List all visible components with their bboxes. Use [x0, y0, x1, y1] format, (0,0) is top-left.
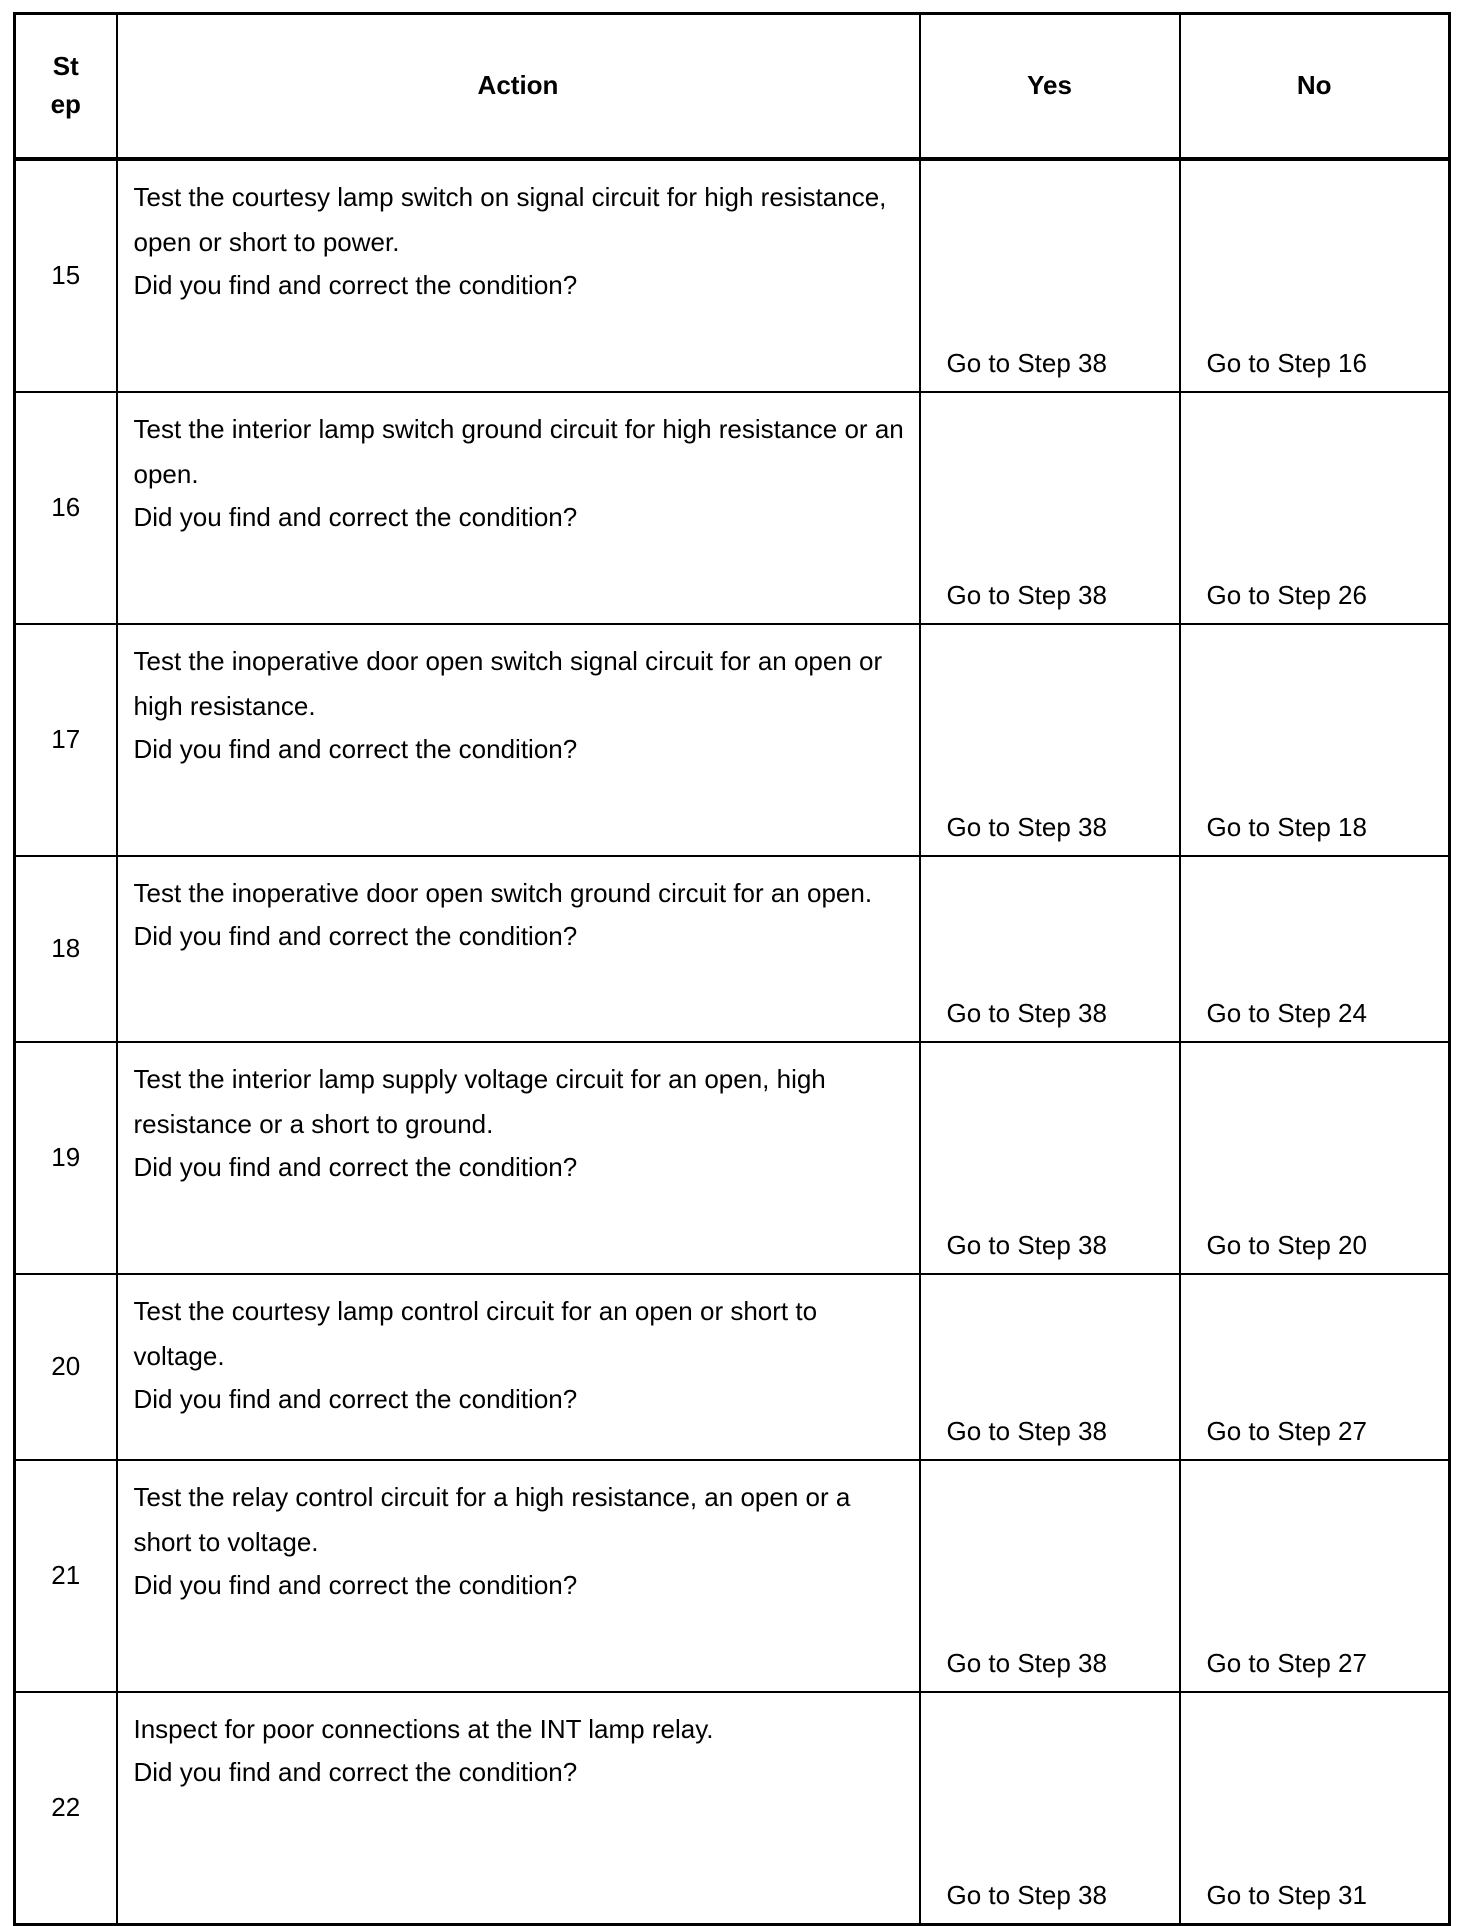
header-yes: Yes: [920, 14, 1180, 160]
no-result: Go to Step 27: [1180, 1460, 1450, 1692]
action-question: Did you find and correct the condition?: [133, 1757, 578, 1787]
step-number: 16: [15, 392, 117, 624]
no-result: Go to Step 18: [1180, 624, 1450, 856]
action-cell: [117, 1460, 920, 1692]
step-number: 21: [15, 1460, 117, 1692]
header-no: No: [1180, 14, 1450, 160]
yes-result: Go to Step 38: [920, 1042, 1180, 1274]
table-row: [15, 1460, 1450, 1692]
action-text: Inspect for poor connections at the INT lamp relay.: [133, 1714, 714, 1744]
action-text: Test the courtesy lamp switch on signal circuit for high resistance, open or short to power.: [133, 182, 887, 257]
header-action: Action: [117, 14, 920, 160]
step-number: 19: [15, 1042, 117, 1274]
yes-result: Go to Step 38: [920, 856, 1180, 1042]
action-cell: [117, 856, 920, 1042]
no-result: Go to Step 20: [1180, 1042, 1450, 1274]
action-text: Test the relay control circuit for a high resistance, an open or a short to voltage.: [133, 1482, 851, 1557]
table-row: [15, 392, 1450, 624]
yes-result: Go to Step 38: [920, 1460, 1180, 1692]
step-number: 20: [15, 1274, 117, 1460]
yes-result: Go to Step 38: [920, 392, 1180, 624]
action-question: Did you find and correct the condition?: [133, 1152, 578, 1182]
step-number: 18: [15, 856, 117, 1042]
diagnostic-table: [13, 12, 1451, 1926]
action-question: Did you find and correct the condition?: [133, 1384, 578, 1414]
action-text: Test the interior lamp supply voltage circuit for an open, high resistance or a short to ground.: [133, 1064, 826, 1139]
table-row: [15, 159, 1450, 392]
step-number: 22: [15, 1692, 117, 1925]
step-number: 15: [15, 159, 117, 392]
yes-result: Go to Step 38: [920, 1692, 1180, 1925]
step-number: 17: [15, 624, 117, 856]
table-row: [15, 1274, 1450, 1460]
action-question: Did you find and correct the condition?: [133, 1570, 578, 1600]
action-text: Test the interior lamp switch ground circuit for high resistance or an open.: [133, 414, 904, 489]
yes-result: Go to Step 38: [920, 159, 1180, 392]
no-result: Go to Step 27: [1180, 1274, 1450, 1460]
action-question: Did you find and correct the condition?: [133, 734, 578, 764]
action-cell: [117, 392, 920, 624]
no-result: Go to Step 26: [1180, 392, 1450, 624]
action-text: Test the inoperative door open switch ground circuit for an open.: [133, 878, 873, 908]
table-header-row: [15, 14, 1450, 160]
action-cell: [117, 159, 920, 392]
action-question: Did you find and correct the condition?: [133, 270, 578, 300]
action-cell: [117, 1042, 920, 1274]
action-question: Did you find and correct the condition?: [133, 502, 578, 532]
action-cell: [117, 1274, 920, 1460]
table-row: [15, 1042, 1450, 1274]
action-cell: [117, 1692, 920, 1925]
no-result: Go to Step 31: [1180, 1692, 1450, 1925]
yes-result: Go to Step 38: [920, 624, 1180, 856]
no-result: Go to Step 16: [1180, 159, 1450, 392]
yes-result: Go to Step 38: [920, 1274, 1180, 1460]
header-step: Step: [15, 14, 117, 160]
action-question: Did you find and correct the condition?: [133, 921, 578, 951]
action-text: Test the inoperative door open switch signal circuit for an open or high resistance.: [133, 646, 883, 721]
no-result: Go to Step 24: [1180, 856, 1450, 1042]
action-text: Test the courtesy lamp control circuit for an open or short to voltage.: [133, 1296, 818, 1371]
table-row: [15, 1692, 1450, 1925]
action-cell: [117, 624, 920, 856]
table-row: [15, 624, 1450, 856]
table-row: [15, 856, 1450, 1042]
